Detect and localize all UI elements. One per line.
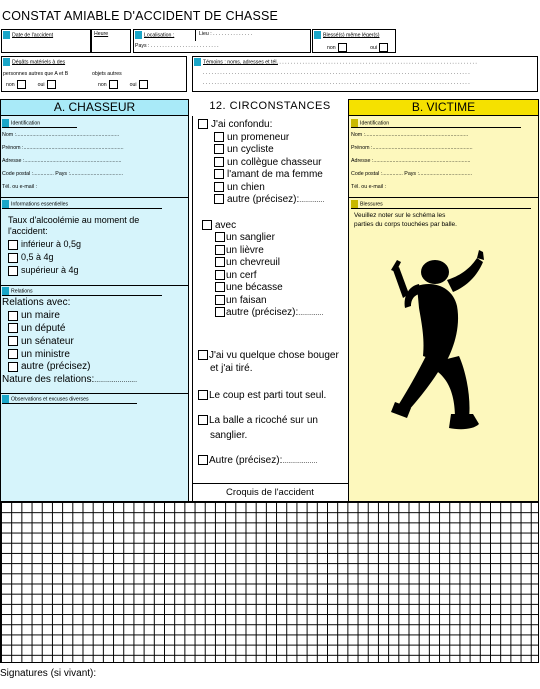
relations-head: Relations avec: (2, 297, 71, 309)
avec-option-3: un chevreuil (226, 257, 280, 268)
victime-pays-label: Pays : (404, 171, 420, 178)
victime-ident-label: Identification (360, 120, 390, 127)
chasseur-informations (2, 200, 188, 284)
degats-objets-label: objets autres (92, 71, 122, 77)
chasseur-cp-label: Code postal : (2, 171, 34, 178)
relation-depute: un député (21, 322, 66, 334)
alcool-option-2-checkbox[interactable] (8, 253, 18, 263)
relation-autre-checkbox[interactable] (8, 362, 18, 372)
number-7b-marker (351, 200, 358, 208)
degats-personnes-label: personnes autres que A et B (3, 71, 69, 77)
chasseur-tel-label: Tél. ou e-mail : (2, 184, 38, 191)
victime-prenom-label: Prénom : (351, 145, 373, 152)
avec-option-7: autre (précisez): (226, 307, 299, 318)
degats-a-oui-checkbox[interactable] (47, 80, 56, 89)
confondu-option-2: un cycliste (227, 144, 274, 155)
number-5-marker (194, 58, 201, 66)
balle-line-2: sanglier. (210, 429, 248, 441)
lieu-label: Lieu : (199, 31, 212, 37)
chasseur-relations: Relations Relations avec: un maire un député un sénateur un ministre autre (précisez) Nature des relations:...................... (2, 287, 188, 392)
chasseur-nom-label: Nom : (2, 132, 17, 139)
circonstances-list: J'ai confondu: un promeneur un cycliste un collègue chasseur l'amant de ma femme un chien autre (précisez):............. avec un sanglier un lièvre un chevreuil un cerf une bécasse un faisan autre (précisez):............. (198, 119, 348, 321)
relation-senateur-checkbox[interactable] (8, 336, 18, 346)
avec-option-6: un faisan (226, 294, 267, 306)
heure-box (91, 29, 131, 53)
number-6a-marker (2, 119, 9, 127)
victime-nom-label: Nom : (351, 132, 366, 139)
autre-item: Autre (précisez):.................. (198, 455, 348, 469)
date-label: Date de l'accident (12, 32, 54, 39)
number-7a-marker (2, 200, 9, 208)
degats-box (1, 56, 187, 92)
autre-label: Autre (précisez): (209, 455, 283, 466)
blesse-oui-checkbox[interactable] (379, 43, 388, 52)
confondu-option-1-checkbox[interactable] (214, 132, 224, 142)
chasseur-adresse-label: Adresse : (2, 158, 25, 165)
relation-autre: autre (précisez) (21, 361, 91, 373)
blessures-note-1: Veuillez noter sur le schéma les (354, 212, 446, 220)
avec-option-1-checkbox[interactable] (215, 232, 225, 242)
degats-a-oui-label: oui (37, 81, 45, 88)
avec-option-5-checkbox[interactable] (215, 282, 225, 292)
alcool-option-3: supérieur à 4g (21, 265, 79, 276)
number-2-marker (135, 31, 142, 39)
number-1-marker (3, 31, 10, 39)
blessures-label: Blessures (360, 201, 383, 208)
degats-a-non-label: non (6, 81, 15, 88)
relation-maire-checkbox[interactable] (8, 311, 18, 321)
confondu-option-3: un collègue chasseur (227, 156, 322, 168)
blesse-oui-label: oui (370, 44, 378, 51)
info-label: Informations essentielles (11, 201, 69, 208)
blesse-non-checkbox[interactable] (338, 43, 347, 52)
relation-senateur: un sénateur (21, 335, 74, 347)
form-title: CONSTAT AMIABLE D'ACCIDENT DE CHASSE (2, 9, 279, 23)
blesse-box (312, 29, 396, 53)
victime-identification: Identification Nom :...................................................................... Prénom :.................................................................... Adresse :.................................................................. Code postal :.............. Pays :.................................... Tél. ou e-mail : (351, 119, 537, 195)
alcool-option-2: 0,5 à 4g (21, 252, 54, 263)
alcool-option-3-checkbox[interactable] (8, 266, 18, 276)
relation-ministre-checkbox[interactable] (8, 349, 18, 359)
heure-label: Heure (94, 31, 109, 37)
avec-option-5: une bécasse (226, 282, 283, 293)
signatures-label: Signatures (si vivant): (0, 668, 97, 679)
avec-label: avec (215, 219, 237, 231)
confondu-option-6: autre (précisez): (227, 194, 300, 205)
pays-label: Pays : (135, 43, 150, 49)
chasseur-pays-label: Pays : (55, 171, 71, 178)
confondu-option-6-checkbox[interactable] (214, 194, 224, 204)
confondu-option-4: l'amant de ma femme (227, 169, 323, 180)
confondu-option-5-checkbox[interactable] (214, 182, 224, 192)
avec-option-4: un cerf (226, 269, 257, 281)
chasseur-identification: Identification Nom :...................................................................... Prénom :.................................................................... Adresse :.................................................................. Code postal :.............. Pays :.................................... Tél. ou e-mail : (2, 120, 124, 191)
confondu-option-5: un chien (227, 181, 265, 193)
relation-maire: un maire (21, 310, 60, 322)
sketch-grid[interactable] (0, 501, 539, 663)
victime-cp-label: Code postal : (351, 171, 383, 178)
relation-depute-checkbox[interactable] (8, 323, 18, 333)
degats-b-non-label: non (98, 81, 107, 88)
chasseur-prenom-label: Prénom : (2, 145, 24, 152)
chasseur-header: A. CHASSEUR (0, 99, 189, 116)
victime-tel-label: Tél. ou e-mail : (351, 184, 387, 191)
alcool-line-2: l'accident: (8, 226, 48, 237)
avec-checkbox[interactable] (202, 220, 212, 230)
balle-line-1: La balle a ricoché sur un (209, 415, 318, 426)
degats-b-non-checkbox[interactable] (109, 80, 118, 89)
number-3-marker (314, 31, 321, 39)
circonstances-header: 12. CIRCONSTANCES (209, 100, 331, 112)
avec-option-2-checkbox[interactable] (215, 245, 225, 255)
avec-option-3-checkbox[interactable] (215, 257, 225, 267)
victime-adresse-label: Adresse : (351, 158, 374, 165)
body-silhouette-icon[interactable] (389, 250, 499, 440)
degats-label: Dégâts matériels à des (12, 59, 66, 66)
localisation-label: Localisation : (144, 32, 175, 39)
victime-header: B. VICTIME (348, 99, 539, 116)
coup-label: Le coup est parti tout seul. (209, 390, 327, 401)
avec-option-7-checkbox[interactable] (215, 307, 225, 317)
coup-item (198, 390, 348, 403)
bouger-item (198, 350, 348, 375)
relation-ministre: un ministre (21, 348, 70, 360)
avec-option-1: un sanglier (226, 232, 275, 243)
localisation-box: Localisation : Lieu : . . . . . . . . . . . . . . Pays : . . . . . . . . . . . . . . . . . . . . . . . . (133, 29, 311, 53)
confondu-option-4-checkbox[interactable] (214, 169, 224, 179)
confondu-option-1: un promeneur (227, 131, 290, 143)
degats-b-oui-checkbox[interactable] (139, 80, 148, 89)
date-box (1, 29, 91, 53)
alcool-line-1: Taux d'alcoolémie au moment de (8, 215, 140, 226)
degats-b-oui-label: oui (129, 81, 137, 88)
bouger-line-2: et j'ai tiré. (210, 362, 253, 374)
confondu-option-3-checkbox[interactable] (214, 157, 224, 167)
relations-label: Relations (11, 288, 33, 295)
confondu-checkbox[interactable] (198, 119, 208, 129)
temoins-box: Témoins : noms, adresses et tél. . . . . . . . . . . . . . . . . . . . . . . . . . . . . . . . . . . . . . . . . . . . . . . . . . . . . . . . . . . . . . . . . . . . . . . . . . . . . . . . . . . . . . . . . . . . . . . . . . . . . . . . . . . . . . . . . . . . . . . . . . . . . . . . . . . . . . . . . . . . . . . . . . . . . . . . . . . . . . . . . . . . . . . . . . . . . . . . . . . . . . . . . . . . . . . . . . . . . . . . . . . . . . . . . . . . . . . . . . . . . . . . . . . . . . . . . . . . . . . . . . . . . . . . . . . . . . . . (192, 56, 538, 92)
obs-label: Observations et excuses diverses (11, 396, 89, 403)
victime-blessures (351, 200, 537, 500)
coup-checkbox[interactable] (198, 390, 208, 400)
chasseur-ident-label: Identification (11, 120, 41, 127)
avec-option-2: un lièvre (226, 244, 264, 256)
nature-relations: Nature des relations: (2, 374, 95, 386)
degats-a-non-checkbox[interactable] (17, 80, 26, 89)
number-8-marker (2, 287, 9, 295)
confondu-option-2-checkbox[interactable] (214, 144, 224, 154)
blesse-non-label: non (327, 44, 336, 51)
number-6b-marker (351, 119, 358, 127)
balle-checkbox[interactable] (198, 415, 208, 425)
avec-option-6-checkbox[interactable] (215, 295, 225, 305)
confondu-label: J'ai confondu: (211, 119, 273, 130)
croquis-label: Croquis de l'accident (226, 487, 314, 498)
autre-checkbox[interactable] (198, 455, 208, 465)
number-9-marker (2, 395, 9, 403)
number-4-marker (3, 58, 10, 66)
alcool-option-1-checkbox[interactable] (8, 240, 18, 250)
blessures-note-2: parties du corps touchées par balle. (354, 221, 457, 229)
bouger-line-1: J'ai vu quelque chose bouger (209, 350, 339, 361)
chasseur-observations (2, 395, 188, 407)
balle-item (198, 415, 348, 442)
alcool-option-1: inférieur à 0,5g (21, 239, 82, 250)
bouger-checkbox[interactable] (198, 350, 208, 360)
blesse-label: Blessé(s) même léger(s) (323, 32, 380, 39)
temoins-label: Témoins : noms, adresses et tél. (203, 59, 278, 66)
avec-option-4-checkbox[interactable] (215, 270, 225, 280)
